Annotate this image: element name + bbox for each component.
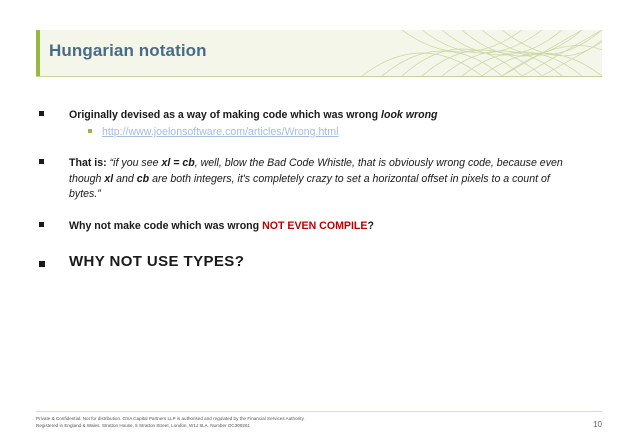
article-link[interactable]: http://www.joelonsoftware.com/articles/Wrong.html xyxy=(102,126,339,138)
code-term: xl = cb xyxy=(161,157,195,169)
footer-registration: Registered in England & Wales. Stratton House, 5 Stratton Street, London, W1J 8LA. Number OC309261 xyxy=(36,423,251,428)
bullet-square-icon xyxy=(39,159,44,164)
title-bar xyxy=(36,30,602,76)
title-underline xyxy=(36,76,602,77)
quote-text: bytes.” xyxy=(69,188,101,200)
slide-title: Hungarian notation xyxy=(49,41,207,60)
bullet-text: Why not make code which was wrong xyxy=(69,220,263,232)
bullet-square-icon xyxy=(39,222,44,227)
quote-text: are both integers, it's completely crazy to set a horizontal offset in pixels to a count of xyxy=(149,172,550,185)
bullet-text: ? xyxy=(367,220,374,232)
footer-divider xyxy=(36,411,602,412)
bullet-square-icon xyxy=(39,111,44,116)
code-term: xl xyxy=(104,172,114,185)
quote-text: “if you see xyxy=(109,157,162,169)
bullet-square-icon xyxy=(39,261,45,267)
bullet-lead: That is: xyxy=(69,157,110,169)
decorative-curves-graphic xyxy=(362,30,602,76)
bullet-emphasis: look wrong xyxy=(381,109,438,121)
code-term: cb xyxy=(136,172,150,185)
bullet-heading: WHY NOT USE TYPES? xyxy=(69,253,245,270)
sub-bullet-square-icon xyxy=(88,129,92,133)
bullet-emphasis-red: NOT EVEN COMPILE xyxy=(262,220,368,232)
quote-text: , well, blow the Bad Code Whistle, that is obviously wrong code, because even xyxy=(194,157,563,169)
page-number: 10 xyxy=(593,420,602,429)
quote-text: and xyxy=(113,172,137,185)
bullet-text: Originally devised as a way of making code which was wrong xyxy=(69,109,382,121)
quote-text: though xyxy=(69,172,105,185)
title-accent-stripe xyxy=(36,30,40,76)
footer xyxy=(36,415,602,429)
footer-disclaimer: Private & Confidential. Not for distribution. GSA Capital Partners LLP is authorised and regulated by the Financial Services Authority. xyxy=(36,416,305,421)
